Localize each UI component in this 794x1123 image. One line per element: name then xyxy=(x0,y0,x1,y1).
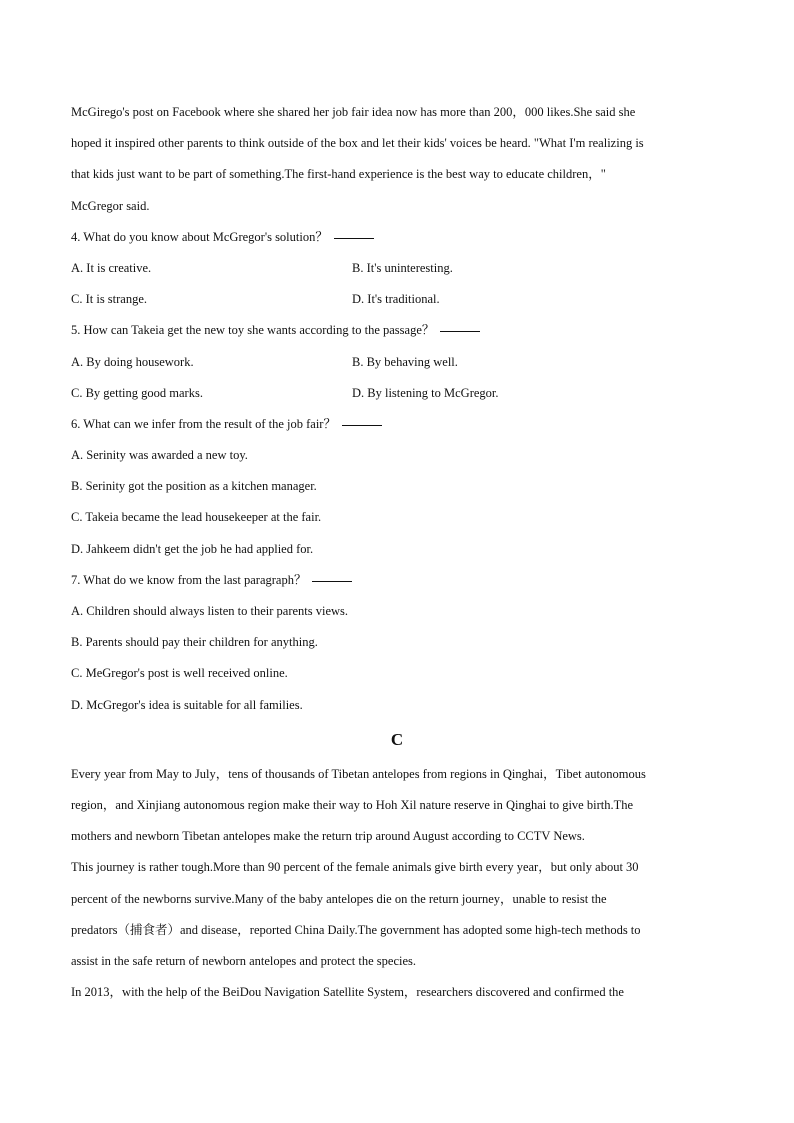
passage-c xyxy=(71,759,723,1009)
passage-b-ending xyxy=(71,97,723,222)
option-b: B. Parents should pay their children for anything. xyxy=(71,635,318,650)
passage-line: Every year from May to July，tens of thousands of Tibetan antelopes from regions in Qinghai，Tibet autonomous xyxy=(71,766,646,781)
passage-line: McGregor said. xyxy=(71,198,150,213)
question-6 xyxy=(71,409,723,565)
passage-line: mothers and newborn Tibetan antelopes make the return trip around August according to CCTV News. xyxy=(71,829,585,844)
question-4 xyxy=(71,222,723,316)
option-a: A. By doing housework. xyxy=(71,354,194,369)
option-c: C. MeGregor's post is well received online. xyxy=(71,666,288,681)
passage-line: that kids just want to be part of something.The first-hand experience is the best way to educate children，" xyxy=(71,167,606,182)
document-page xyxy=(71,97,723,1008)
option-b: B. It's uninteresting. xyxy=(352,260,453,275)
option-c: C. Takeia became the lead housekeeper at the fair. xyxy=(71,510,322,525)
option-row xyxy=(71,378,723,409)
option-d: D. McGregor's idea is suitable for all families. xyxy=(71,697,303,712)
option-a: A. Serinity was awarded a new toy. xyxy=(71,448,248,463)
question-7 xyxy=(71,565,723,721)
option-c: C. By getting good marks. xyxy=(71,385,203,400)
option-c: C. It is strange. xyxy=(71,292,148,307)
answer-blank xyxy=(312,580,352,582)
option-d: D. By listening to McGregor. xyxy=(352,385,499,400)
option-d: D. Jahkeem didn't get the job he had applied for. xyxy=(71,541,314,556)
passage-line: percent of the newborns survive.Many of the baby antelopes die on the return journey，unable to resist the xyxy=(71,891,607,906)
option-b: B. By behaving well. xyxy=(352,354,458,369)
passage-line: This journey is rather tough.More than 90 percent of the female animals give birth every year，but only about 30 xyxy=(71,860,639,875)
question-stem: 6. What can we infer from the result of the job fair？ xyxy=(71,409,723,440)
passage-line: predators（捕食者）and disease，reported China Daily.The government has adopted some high-tech methods to xyxy=(71,922,641,937)
passage-line: region，and Xinjiang autonomous region make their way to Hoh Xil nature reserve in Qinghai to give birth.The xyxy=(71,797,634,812)
question-stem: 5. How can Takeia get the new toy she wants according to the passage？ xyxy=(71,315,723,346)
section-title: C xyxy=(390,729,404,749)
option-b: B. Serinity got the position as a kitchen manager. xyxy=(71,479,317,494)
answer-blank xyxy=(342,424,382,426)
option-row xyxy=(71,253,723,284)
option-row xyxy=(71,284,723,315)
option-row xyxy=(71,347,723,378)
answer-blank xyxy=(440,330,480,332)
option-a: A. Children should always listen to their parents views. xyxy=(71,604,349,618)
question-stem: 4. What do you know about McGregor's solution？ xyxy=(71,222,723,253)
option-a: A. It is creative. xyxy=(71,260,152,275)
question-5 xyxy=(71,315,723,409)
passage-line: assist in the safe return of newborn antelopes and protect the species. xyxy=(71,953,417,968)
question-stem: 7. What do we know from the last paragraph？ xyxy=(71,565,723,596)
answer-blank xyxy=(334,237,374,239)
passage-line: McGirego's post on Facebook where she shared her job fair idea now has more than 200，000 likes.She said she xyxy=(71,105,636,119)
option-d: D. It's traditional. xyxy=(352,292,440,307)
passage-line: hoped it inspired other parents to think outside of the box and let their kids' voices be heard. "What I'm realizing is xyxy=(71,136,644,151)
passage-line: In 2013，with the help of the BeiDou Navigation Satellite System，researchers discovered and confirmed the xyxy=(71,985,624,1000)
